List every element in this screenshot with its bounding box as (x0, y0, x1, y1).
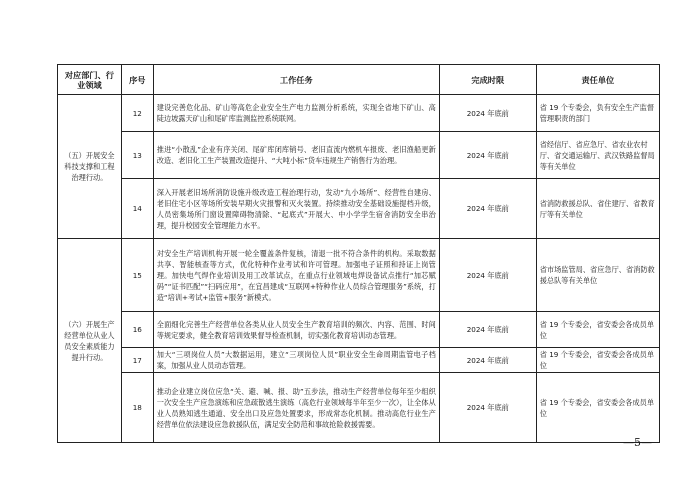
group-name: （六）开展生产经营单位从业人员安全素质能力提升行动。 (58, 239, 122, 443)
task-text: 深入开展老旧场所消防设施升级改造工程治理行动，发动“九小场所”、经营性自建房、老旧住宅小区等场所安装早期火灾报警和灭火装置。持续推动安全基础设施提档升级，人员密集场所门窗设置障碍物清除、“起底式”开展大、中小学学生宿舍消防安全串治理，提升校园安全管理能力水平。 (153, 179, 439, 239)
task-table (57, 64, 660, 443)
row-number: 18 (121, 373, 153, 443)
table-row (58, 132, 660, 179)
responsible-unit: 省经信厅、省应急厅、省农业农村厅、省交通运输厅、武汉铁路监督局等有关单位 (536, 132, 659, 179)
page-number: —5— (623, 436, 652, 449)
table-row (58, 312, 660, 348)
deadline: 2024 年底前 (439, 239, 536, 312)
responsible-unit: 省 19 个专委会，省安委会各成员单位 (536, 312, 659, 348)
deadline: 2024 年底前 (439, 95, 536, 132)
table-row (58, 239, 660, 312)
row-number: 14 (121, 179, 153, 239)
deadline: 2024 年底前 (439, 348, 536, 373)
header-unit: 责任单位 (536, 65, 659, 95)
table-header-row (58, 65, 660, 95)
group-name: （五）开展安全科技支撑和工程治理行动。 (58, 95, 122, 239)
task-text: 推进“小散乱”企业有序关闭、尾矿库闭库销号、老旧直流内燃机车报废、老旧渔船更新改造、老旧化工生产装置改造提升、“大吨小标”货车违规生产销售行为治理。 (153, 132, 439, 179)
task-text: 推动企业建立岗位应急“关、避、喊、报、助”五步法，推动生产经营单位每年至少组织一次安全生产应急演练和应急疏散逃生演练（高危行业领域每半年至少一次），让全体从业人员熟知逃生通道、安全出口及应急处置要求，形成常态化机制。推动高危行业生产经营单位依法建设应急救援队伍，满足安全防范和事故抢险救援需要。 (153, 373, 439, 443)
header-dept: 对应部门、行业领域 (58, 65, 122, 95)
row-number: 17 (121, 348, 153, 373)
table-row (58, 179, 660, 239)
deadline: 2024 年底前 (439, 312, 536, 348)
row-number: 16 (121, 312, 153, 348)
responsible-unit: 省消防救援总队、省住建厅、省教育厅等有关单位 (536, 179, 659, 239)
row-number: 13 (121, 132, 153, 179)
deadline: 2024 年底前 (439, 132, 536, 179)
responsible-unit: 省 19 个专委会，省安委会各成员单位 (536, 373, 659, 443)
table-row (58, 348, 660, 373)
task-text: 对安全生产培训机构开展一轮全覆盖条件复核，清退一批不符合条件的机构。采取数据共享、智能核查等方式，优化特种作业考试和许可管理。加强电子证照和持证上岗管理。加快电气焊作业培训及用工改革试点，在重点行业领域电焊设备试点推行“加芯赋码”“证书匹配”“扫码应用”，在宜昌建成“互联网+特种作业人员综合管理服务”系统，打造“培训+考试+监管+服务”新模式。 (153, 239, 439, 312)
header-deadline: 完成时限 (439, 65, 536, 95)
responsible-unit: 省 19 个专委会，省安委会各成员单位 (536, 348, 659, 373)
responsible-unit: 省 19 个专委会，负有安全生产监督管理职责的部门 (536, 95, 659, 132)
responsible-unit: 省市场监管局、省应急厅、省消防救援总队等有关单位 (536, 239, 659, 312)
task-text: 建设完善危化品、矿山等高危企业安全生产电力监测分析系统，实现全省地下矿山、高陡边坡露天矿山和尾矿库监测监控系统联网。 (153, 95, 439, 132)
row-number: 15 (121, 239, 153, 312)
table-row (58, 373, 660, 443)
task-text: 加大“三项岗位人员”大数据运用，建立“三项岗位人员”职业安全生命周期监管电子档案，加强从业人员动态管理。 (153, 348, 439, 373)
row-number: 12 (121, 95, 153, 132)
deadline: 2024 年底前 (439, 179, 536, 239)
header-task: 工作任务 (153, 65, 439, 95)
header-no: 序号 (121, 65, 153, 95)
task-text: 全面细化完善生产经营单位各类从业人员安全生产教育培训的频次、内容、范围、时间等规定要求，健全教育培训效果督导检查机制，切实强化教育培训动态管理。 (153, 312, 439, 348)
deadline: 2024 年底前 (439, 373, 536, 443)
table-row (58, 95, 660, 132)
